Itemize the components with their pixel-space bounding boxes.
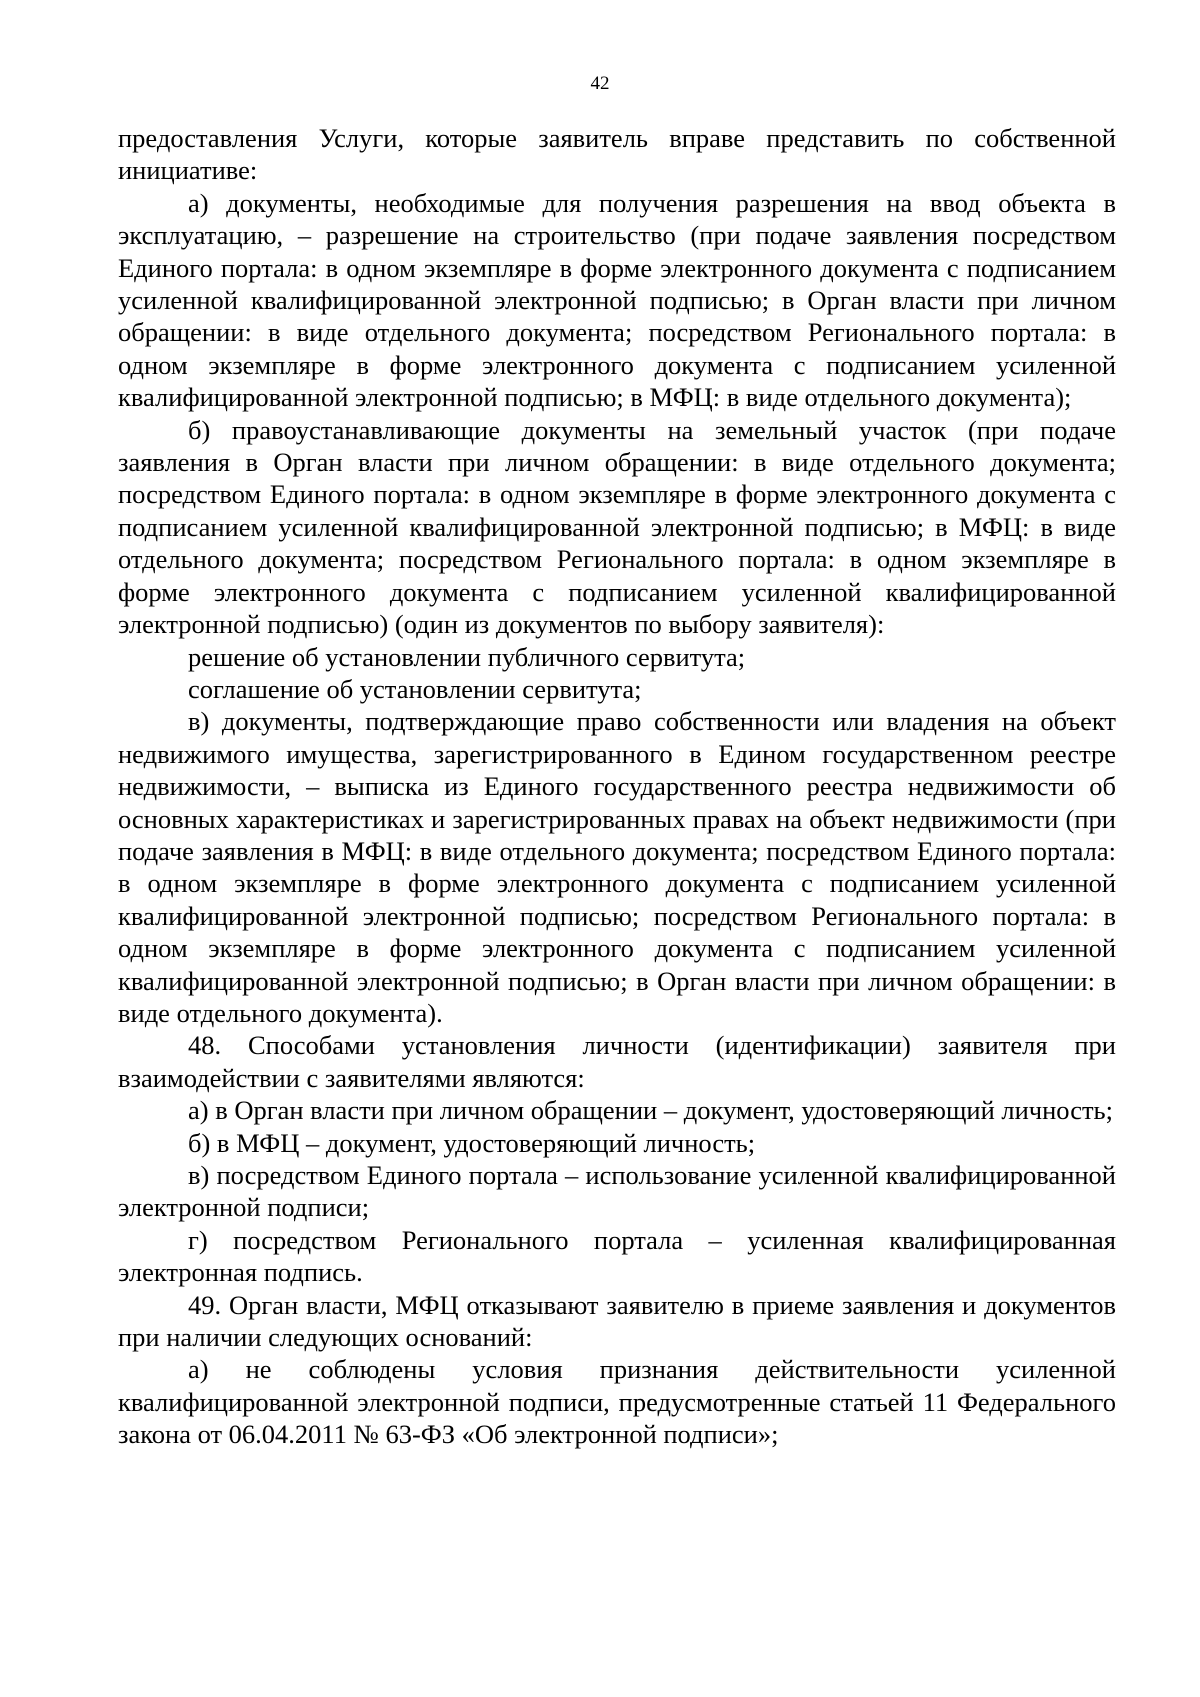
paragraph-48-item-v: в) посредством Единого портала – использование усиленной квалифицированной электронной подписи;	[118, 1160, 1116, 1223]
paragraph-section-49: 49. Орган власти, МФЦ отказывают заявителю в приеме заявления и документов при наличии следующих оснований:	[118, 1289, 1116, 1353]
document-body	[118, 122, 1116, 1451]
paragraph-item-v-property-rights: в) документы, подтверждающие право собственности или владения на объект недвижимого имущества, зарегистрированного в Едином государственном реестре недвижимости, – выписка из Единого государственного реестра недвижимости об основных характеристиках и зарегистрированных правах на объект недвижимости (при подаче заявления в МФЦ: в виде отдельного документа; посредством Единого портала: в одном экземпляре в форме электронного документа с подписанием усиленной квалифицированной электронной подписью; посредством Регионального портала: в одном экземпляре в форме электронного документа с подписанием усиленной квалифицированной электронной подписью; в Орган власти при личном обращении: в виде отдельного документа).	[118, 706, 1116, 1028]
paragraph-49-item-a: а) не соблюдены условия признания действительности усиленной квалифицированной электронной подписи, предусмотренные статьей 11 Федерального закона от 06.04.2011 № 63-ФЗ «Об электронной подписи»;	[118, 1354, 1116, 1450]
paragraph-public-easement-decision: решение об установлении публичного сервитута;	[188, 641, 746, 672]
paragraph-easement-agreement: соглашение об установлении сервитута;	[188, 673, 642, 704]
paragraph-item-b-land-documents: б) правоустанавливающие документы на земельный участок (при подаче заявления в Орган власти при личном обращении: в виде отдельного документа; посредством Единого портала: в одном экземпляре в форме электронного документа с подписанием усиленной квалифицированной электронной подписью; в МФЦ: в виде отдельного документа; посредством Регионального портала: в одном экземпляре в форме электронного документа с подписанием усиленной квалифицированной электронной подписью) (один из документов по выбору заявителя):	[118, 414, 1116, 640]
paragraph-continuation: предоставления Услуги, которые заявитель вправе представить по собственной инициативе:	[118, 123, 1116, 186]
paragraph-item-a-permit: а) документы, необходимые для получения разрешения на ввод объекта в эксплуатацию, – разрешение на строительство (при подаче заявления посредством Единого портала: в одном экземпляре в форме электронного документа с подписанием усиленной квалифицированной электронной подписью; в Орган власти при личном обращении: в виде отдельного документа; посредством Регионального портала: в одном экземпляре в форме электронного документа с подписанием усиленной квалифицированной электронной подписью; в МФЦ: в виде отдельного документа);	[118, 187, 1116, 413]
page-number: 42	[590, 73, 610, 94]
paragraph-48-item-a: а) в Орган власти при личном обращении – документ, удостоверяющий личность;	[188, 1095, 1113, 1126]
paragraph-section-48: 48. Способами установления личности (идентификации) заявителя при взаимодействии с заявителями являются:	[118, 1030, 1116, 1093]
paragraph-48-item-b: б) в МФЦ – документ, удостоверяющий личность;	[188, 1127, 756, 1158]
paragraph-48-item-g: г) посредством Регионального портала – усиленная квалифицированная электронная подпись.	[118, 1224, 1116, 1288]
